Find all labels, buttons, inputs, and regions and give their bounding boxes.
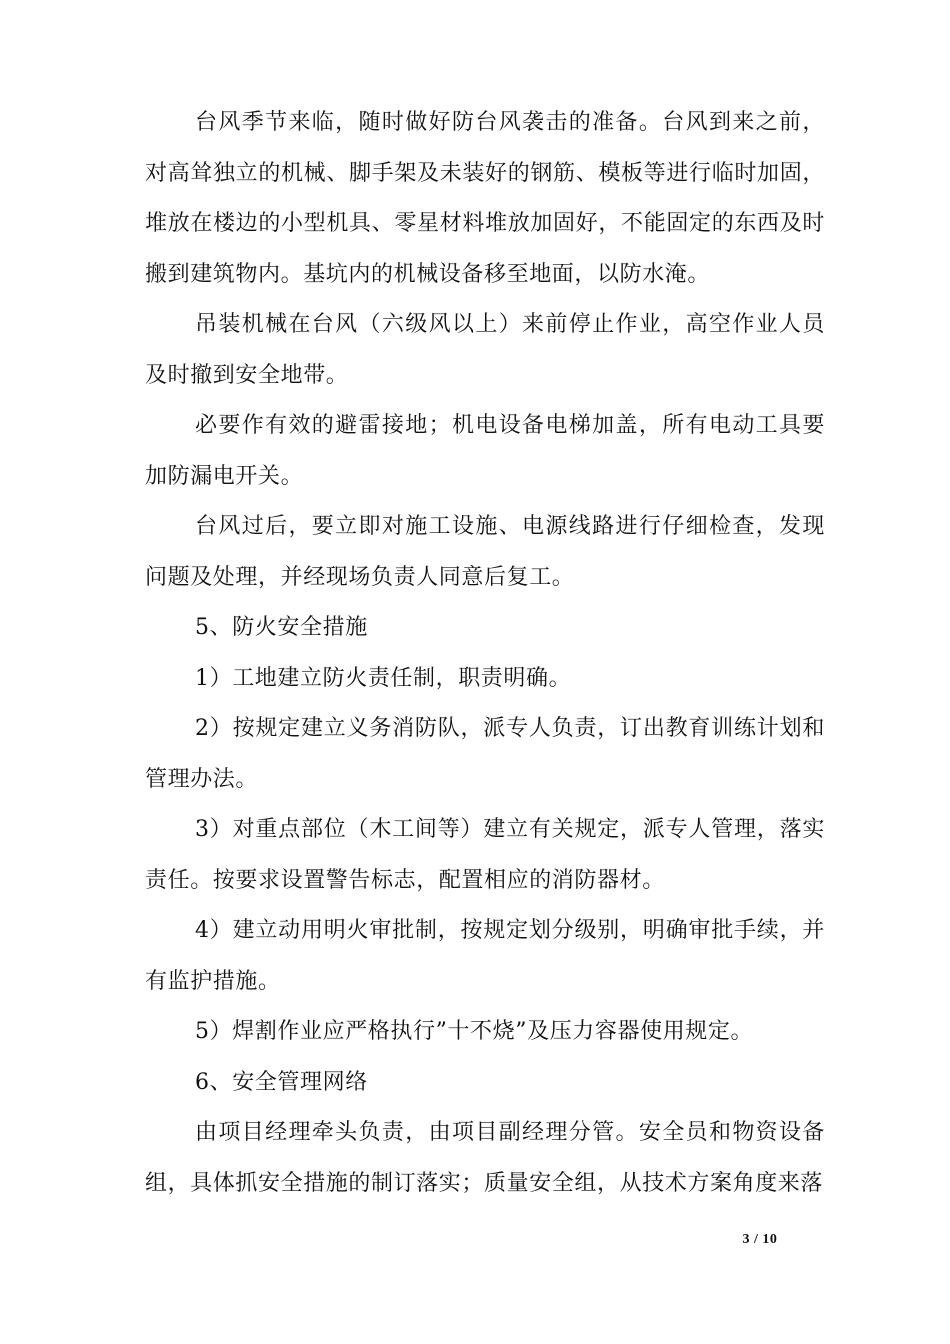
document-body bbox=[145, 98, 825, 1209]
list-item-welding-rules: 5）焊割作业应严格执行”十不烧”及压力容器使用规定。 bbox=[195, 1019, 754, 1044]
list-item-fire-brigade: 2）按规定建立义务消防队，派专人负责，订出教育训练计划和管理办法。 bbox=[145, 716, 825, 792]
list-item-fire-responsibility: 1）工地建立防火责任制，职责明确。 bbox=[195, 665, 572, 691]
section-heading-safety-network: 6、安全管理网络 bbox=[195, 1069, 368, 1095]
page-number: 3 / 10 bbox=[742, 1232, 778, 1247]
paragraph-management-network: 由项目经理牵头负责，由项目副经理分管。安全员和物资设备组，具体抓安全措施的制订落实；质量安全组，从技术方案角度来落 bbox=[145, 1120, 825, 1196]
list-item-key-areas: 3）对重点部位（木工间等）建立有关规定，派专人管理，落实责任。按要求设置警告标志，配置相应的消防器材。 bbox=[145, 817, 825, 893]
paragraph-crane-stop: 吊装机械在台风（六级风以上）来前停止作业，高空作业人员及时撤到安全地带。 bbox=[145, 312, 825, 388]
paragraph-post-typhoon-check: 台风过后，要立即对施工设施、电源线路进行仔细检查，发现问题及处理，并经现场负责人同意后复工。 bbox=[145, 514, 825, 590]
paragraph-typhoon-preparation: 台风季节来临，随时做好防台风袭击的准备。台风到来之前，对高耸独立的机械、脚手架及未装好的钢筋、模板等进行临时加固，堆放在楼边的小型机具、零星材料堆放加固好，不能固定的东西及时搬到建筑物内。基坑内的机械设备移至地面，以防水淹。 bbox=[145, 110, 825, 287]
paragraph-lightning-protection: 必要作有效的避雷接地；机电设备电梯加盖，所有电动工具要加防漏电开关。 bbox=[145, 413, 825, 489]
section-heading-fire-safety: 5、防火安全措施 bbox=[195, 615, 368, 640]
list-item-open-fire-approval: 4）建立动用明火审批制，按规定划分级别，明确审批手续，并有监护措施。 bbox=[145, 918, 825, 994]
